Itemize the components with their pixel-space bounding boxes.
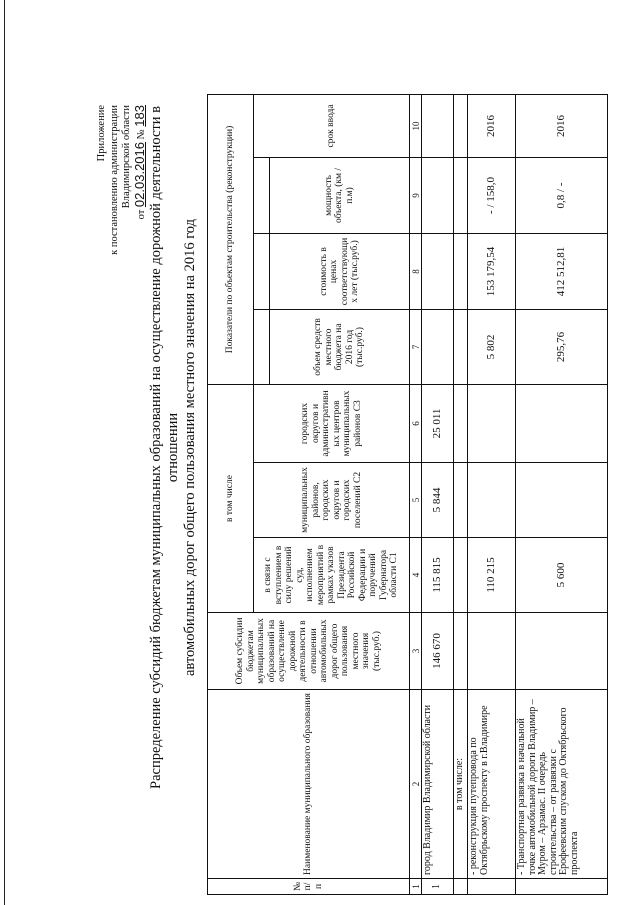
col-number: 1 (410, 879, 422, 895)
subsidy-table (207, 94, 608, 895)
header-blank-2 (254, 233, 270, 309)
col-number: 3 (410, 613, 422, 690)
col-number: 4 (410, 538, 422, 613)
row-num: 1 (422, 879, 454, 895)
header-c3: городских округов и административных центров муниципальных районов С3 (254, 384, 410, 462)
header-cost: стоимость в ценах соответствующих лет (тыс.руб.) (270, 233, 410, 309)
header-num: № п/п (208, 879, 410, 895)
header-blank-3 (254, 157, 270, 233)
col-number: 6 (410, 384, 422, 462)
row-name: - Транспортная развязка в начальной точке автомобильной дороги Владимир – Муром – Арзамас. II очередь строительства – от развязки с Ерофеевским спуском до Октябрьского проспекта (516, 690, 608, 879)
row-capacity: 0,8 / - (516, 157, 608, 233)
col-number: 9 (410, 157, 422, 233)
row-incl-label: в том числе: (454, 690, 468, 879)
header-c2: муниципальных районов, городских округов и городских поселений С2 (254, 463, 410, 538)
col-number: 5 (410, 463, 422, 538)
row-volume: 146 670 (422, 613, 454, 690)
title-line-2: автомобильных дорог общего пользования местного значения на 2016 год (182, 218, 198, 677)
row-local-funds: 5 802 (468, 309, 516, 384)
header-c1: в связи с вступлением в силу решений суд, исполнением мероприятий в рамках указов Президента Российской Федерации и поручений Губернатора области С1 (254, 538, 410, 613)
header-capacity: мощность объекта, (км / п.м) (270, 157, 410, 233)
table-row (422, 94, 454, 894)
document-title (148, 80, 199, 815)
row-c1: 115 815 (422, 538, 454, 613)
row-name: город Владимир Владимирской области (422, 690, 454, 879)
decree-number: 183 (131, 105, 147, 127)
table-row (516, 94, 608, 894)
header-volume: Объем субсидии бюджетам муниципальных образований на осуществление дорожной деятельности в отношении автомобильных дорог общего пользования местного значения (тыс.руб.) (208, 613, 410, 690)
appendix-date-line: от 02.03.2016 № 183 (131, 105, 147, 220)
row-c2: 5 844 (422, 463, 454, 538)
col-number: 7 (410, 309, 422, 384)
col-number: 10 (410, 94, 422, 157)
appendix-label: Приложение (96, 105, 107, 162)
header-incl: в том числе (208, 384, 254, 612)
row-c1: 110 215 (468, 538, 516, 613)
row-term: 2016 (516, 94, 608, 157)
row-cost: 412 512,81 (516, 233, 608, 309)
header-indicators: Показатели по объектам строительства (реконструкции) (208, 94, 254, 384)
appendix-block (96, 105, 148, 255)
table-row (468, 94, 516, 894)
decree-date: 02.03.2016 (131, 141, 147, 208)
header-blank-1 (254, 309, 270, 384)
row-c3: 25 011 (422, 384, 454, 462)
header-local-funds: объем средств местного бюджета на 2016 год (тыс.руб.) (270, 309, 410, 384)
appendix-decree: к постановлению администрации (108, 105, 120, 255)
table-row (454, 94, 468, 894)
row-c1: 5 600 (516, 538, 608, 613)
header-term: срок ввода (254, 94, 410, 157)
row-name: - реконструкция путепровода по Октябрьскому проспекту в г.Владимире (468, 690, 516, 879)
row-capacity: - / 158,0 (468, 157, 516, 233)
column-number-row (410, 94, 422, 894)
appendix-region: Владимирской области (121, 105, 132, 209)
title-line-1: Распределение субсидий бюджетам муниципальных образований на осуществление дорожной деятельности в отношении (148, 106, 181, 789)
row-local-funds: 295,76 (516, 309, 608, 384)
row-cost: 153 179,54 (468, 233, 516, 309)
col-number: 8 (410, 233, 422, 309)
col-number: 2 (410, 690, 422, 879)
header-name: Наименование муниципального образования (208, 690, 410, 879)
row-term: 2016 (468, 94, 516, 157)
